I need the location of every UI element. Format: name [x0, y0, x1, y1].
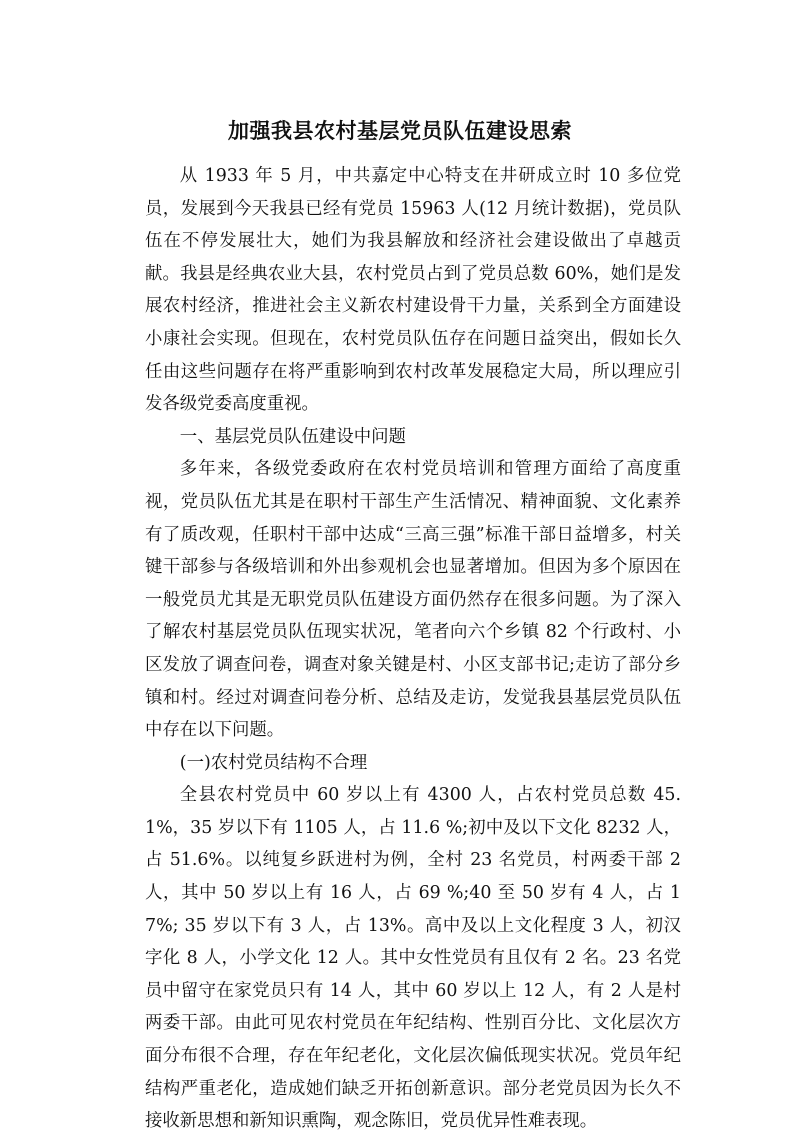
section-heading: 一、基层党员队伍建设中问题	[179, 426, 406, 447]
intro-paragraph: 从 1933 年 5 月，中共嘉定中心特支在井研成立时 10 多位党员，发展到今天我县已经有党员 15963 人(12 月统计数据)，党员队伍在不停发展壮大，她们为我县解放和经济社会建设做出了卓越贡献。我县是经典农业大县，农村党员占到了党员总数 60%，她们是发展农村经济，推进社会主义新农村建设骨干力量，关系到全方面建设小康社会实现。但现在，农村党员队伍存在问题日益突出，假如长久任由这些问题存在将严重影响到农村改革发展稳定大局，所以理应引发各级党委高度重视。	[145, 166, 681, 415]
document-body	[145, 160, 681, 1138]
subsection-heading: (一)农村党员结构不合理	[179, 752, 368, 773]
body-paragraph: 多年来，各级党委政府在农村党员培训和管理方面给了高度重视，党员队伍尤其是在职村干部生产生活情况、精神面貌、文化素养有了质改观，任职村干部中达成“三高三强”标准干部日益增多，村关键干部参与各级培训和外出参观机会也显著增加。但因为多个原因在一般党员尤其是无职党员队伍建设方面仍然存在很多问题。为了深入了解农村基层党员队伍现实状况，笔者向六个乡镇 82 个行政村、小区发放了调查问卷，调查对象关键是村、小区支部书记;走访了部分乡镇和村。经过对调查问卷分析、总结及走访，发觉我县基层党员队伍中存在以下问题。	[145, 459, 681, 741]
document-title: 加强我县农村基层党员队伍建设思索	[228, 118, 572, 143]
body-paragraph: 全县农村党员中 60 岁以上有 4300 人，占农村党员总数 45.1%，35 岁以下有 1105 人，占 11.6 %;初中及以下文化 8232 人，占 51.6%。以纯复乡跃进村为例，全村 23 名党员，村两委干部 2 人，其中 50 岁以上有 16 人，占 69 %;40 至 50 岁有 4 人，占 17%; 35 岁以下有 3 人，占 13%。高中及以上文化程度 3 人，初汉字化 8 人，小学文化 12 人。其中女性党员有且仅有 2 名。23 名党员中留守在家党员只有 14 人，其中 60 岁以上 12 人，有 2 人是村两委干部。由此可见农村党员在年纪结构、性别百分比、文化层次方面分布很不合理，存在年纪老化，文化层次偏低现实状况。党员年纪结构严重老化，造成她们缺乏开拓创新意识。部分老党员因为长久不接收新思想和新知识熏陶，观念陈旧，党员优异性难表现。	[145, 785, 681, 1132]
